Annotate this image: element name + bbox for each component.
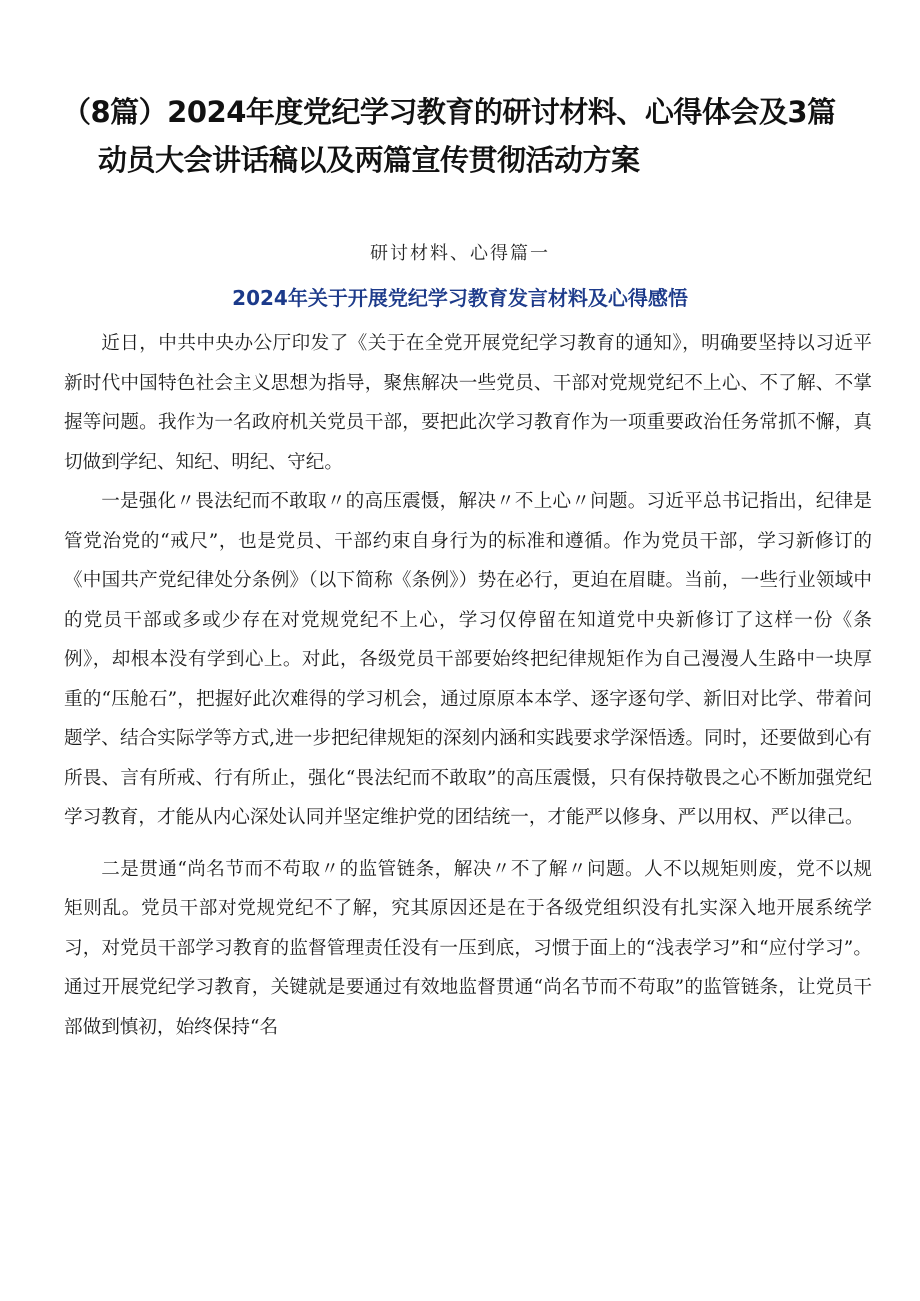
paragraph-point-two: 二是贯通“尚名节而不苟取〃的监管链条，解决〃不了解〃问题。人不以规矩则废，党不以规矩则乱。党员干部对党规党纪不了解，究其原因还是在于各级党组织没有扎实深入地开展系统学习，对党员干部学习教育的监督管理责任没有一压到底，习惯于面上的“浅表学习”和“应付学习”。通过开展党纪学习教育，关键就是要通过有效地监督贯通“尚名节而不苟取”的监管链条，让党员干部做到慎初，始终保持“名 bbox=[64, 858, 872, 1038]
document-body bbox=[64, 324, 872, 1047]
document-title bbox=[62, 88, 882, 184]
document-title-line-1: （8篇）2024年度党纪学习教育的研讨材料、心得体会及3篇 bbox=[62, 95, 836, 129]
document-title-line-2: 动员大会讲话稿以及两篇宣传贯彻活动方案 bbox=[98, 143, 640, 177]
section-title: 2024年关于开展党纪学习教育发言材料及心得感悟 bbox=[232, 286, 688, 310]
paragraph-point-one: 一是强化〃畏法纪而不敢取〃的高压震慑，解决〃不上心〃问题。习近平总书记指出，纪律是管党治党的“戒尺”，也是党员、干部约束自身行为的标准和遵循。作为党员干部，学习新修订的《中国共产党纪律处分条例》（以下简称《条例》）势在必行，更迫在眉睫。当前，一些行业领域中的党员干部或多或少存在对党规党纪不上心，学习仅停留在知道党中央新修订了这样一份《条例》，却根本没有学到心上。对此，各级党员干部要始终把纪律规矩作为自己漫漫人生路中一块厚重的“压舱石”，把握好此次难得的学习机会，通过原原本本学、逐字逐句学、新旧对比学、带着问题学、结合实际学等方式,进一步把纪律规矩的深刻内涵和实践要求学深悟透。同时，还要做到心有所畏、言有所戒、行有所止，强化“畏法纪而不敢取”的高压震慑，只有保持敬畏之心不断加强党纪学习教育，才能从内心深处认同并坚定维护党的团结统一，才能严以修身、严以用权、严以律己。 bbox=[64, 491, 872, 828]
section-label: 研讨材料、心得篇一 bbox=[370, 243, 550, 264]
paragraph-intro: 近日，中共中央办公厅印发了《关于在全党开展党纪学习教育的通知》，明确要坚持以习近平新时代中国特色社会主义思想为指导，聚焦解决一些党员、干部对党规党纪不上心、不了解、不掌握等问题。我作为一名政府机关党员干部，要把此次学习教育作为一项重要政治任务常抓不懈，真切做到学纪、知纪、明纪、守纪。 bbox=[64, 333, 872, 473]
